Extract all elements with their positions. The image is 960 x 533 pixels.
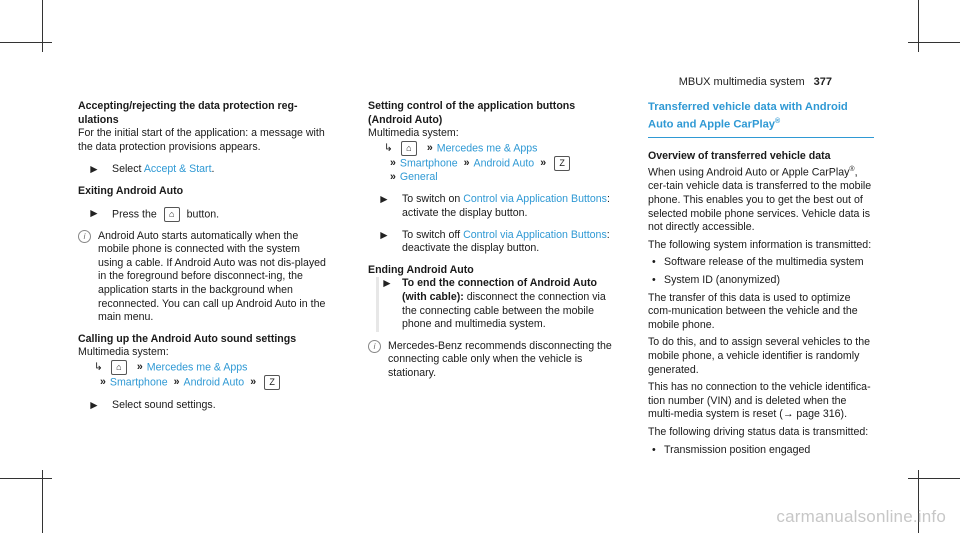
multimedia-label: Multimedia system: <box>368 127 459 140</box>
action-arrow-icon: ► <box>381 276 393 291</box>
path-android-auto[interactable]: Android Auto <box>183 376 245 389</box>
page-number: 377 <box>813 76 832 88</box>
action-arrow-icon: ► <box>88 397 100 412</box>
heading-overview: Overview of transferred vehicle data <box>648 149 831 162</box>
list-item: • System ID (anonymized) <box>648 274 874 288</box>
page-reference-link[interactable]: page 316 <box>796 408 841 421</box>
chevron-icon: » <box>250 376 257 389</box>
action-step-sound: ► Select sound settings. <box>88 397 216 412</box>
action-arrow-icon: ► <box>88 205 100 220</box>
paragraph-vin: This has no connection to the vehicle identifica-tion number (VIN) and is deleted when the multi-media system is reset (→ page 316). <box>648 381 871 421</box>
menu-path <box>368 141 616 185</box>
crop-mark <box>0 478 52 479</box>
note-android-auto: i Android Auto starts automatically when the mobile phone is connected with the system using a cable. If Android Auto was not dis-played in the foreground before disconnect-ing, the application starts in the background when reconnected. You can call up Android Auto in the main menu. <box>78 230 328 325</box>
column-1 <box>78 100 328 421</box>
list-item: • Transmission position engaged <box>648 444 874 458</box>
list-item: • Software release of the multimedia system <box>648 256 874 270</box>
crop-mark <box>42 470 43 533</box>
settings-icon: Z <box>554 156 570 171</box>
path-mercedes-me[interactable]: Mercedes me & Apps <box>146 361 248 374</box>
paragraph-overview: When using Android Auto or Apple CarPlay®, cer-tain vehicle data is transferred to the mobile phone. This enables you to get the best out of selected mobile phone services. Vehicle data is not directly accessible. <box>648 166 872 234</box>
control-buttons-link-on[interactable]: Control via Application Buttons <box>463 193 607 206</box>
paragraph-initial-start: For the initial start of the application: a message with the data protection provisions appears. <box>78 127 325 153</box>
chevron-icon: » <box>390 170 396 183</box>
action-step-switch-off: ► To switch off Control via Application Buttons: deactivate the display button. <box>378 227 610 255</box>
chevron-icon: » <box>173 376 180 389</box>
paragraph-driving-status: The following driving status data is transmitted: <box>648 425 869 438</box>
chevron-icon: » <box>463 157 470 170</box>
chevron-icon: » <box>390 157 396 170</box>
info-icon: i <box>78 230 91 243</box>
action-step-end-connection: ► To end the connection of Android Auto (with cable): disconnect the connection via the connecting cable between the mobile phone and multimedia system. <box>376 277 616 331</box>
path-start-icon: ↳ <box>94 361 103 374</box>
heading-sound-settings: Calling up the Android Auto sound settings <box>78 332 297 345</box>
path-android-auto[interactable]: Android Auto <box>473 157 535 170</box>
page-ref-arrow-icon: → <box>782 408 794 421</box>
accept-start-link[interactable]: Accept & Start <box>143 163 212 176</box>
watermark: carmanualsonline.info <box>776 507 946 526</box>
heading-app-buttons: Setting control of the application buttons (Android Auto) <box>368 100 576 126</box>
settings-icon: Z <box>264 375 280 390</box>
column-3 <box>648 100 874 461</box>
heading-ending: Ending Android Auto <box>368 263 474 276</box>
crop-mark <box>918 0 919 52</box>
heading-data-protection: Accepting/rejecting the data protection reg-ulations <box>78 100 298 126</box>
action-arrow-icon: ► <box>378 192 390 207</box>
chevron-icon: » <box>100 376 106 389</box>
path-general[interactable]: General <box>399 170 438 183</box>
multimedia-label: Multimedia system: <box>78 346 169 359</box>
path-mercedes-me[interactable]: Mercedes me & Apps <box>436 142 538 155</box>
column-2 <box>368 100 616 389</box>
page-header <box>679 76 832 88</box>
chevron-icon: » <box>426 142 433 155</box>
home-icon: ⌂ <box>111 360 127 375</box>
action-arrow-icon: ► <box>378 227 390 242</box>
action-arrow-icon: ► <box>88 162 100 177</box>
home-icon: ⌂ <box>164 207 180 222</box>
paragraph-transfer: The transfer of this data is used to optimize com-munication between the vehicle and the mobile phone. <box>648 291 858 331</box>
header-title: MBUX multimedia system <box>678 76 805 88</box>
section-title: Transferred vehicle data with Android Auto and Apple CarPlay® <box>648 100 874 138</box>
action-step-accept: ► Select Accept & Start. <box>88 162 215 177</box>
heading-exiting: Exiting Android Auto <box>78 184 184 197</box>
paragraph-identifier: To do this, and to assign several vehicles to the mobile phone, a vehicle identifier is randomly generated. <box>648 336 871 376</box>
home-icon: ⌂ <box>401 141 417 156</box>
path-smartphone[interactable]: Smartphone <box>109 376 168 389</box>
action-step-switch-on: ► To switch on Control via Application Buttons: activate the display button. <box>378 192 610 219</box>
crop-mark <box>908 478 960 479</box>
control-buttons-link-off[interactable]: Control via Application Buttons <box>463 228 607 241</box>
menu-path <box>78 360 328 390</box>
paragraph-system-info: The following system information is transmitted: <box>648 238 872 251</box>
note-disconnect: i Mercedes-Benz recommends disconnecting the connecting cable only when the vehicle is stationary. <box>368 340 616 381</box>
action-step-press-home: ► Press the ⌂ button. <box>88 205 220 220</box>
crop-mark <box>0 42 52 43</box>
path-smartphone[interactable]: Smartphone <box>399 157 458 170</box>
crop-mark <box>42 0 43 52</box>
info-icon: i <box>368 340 381 353</box>
path-start-icon: ↳ <box>384 142 393 155</box>
chevron-icon: » <box>136 361 143 374</box>
crop-mark <box>908 42 960 43</box>
chevron-icon: » <box>540 157 547 170</box>
